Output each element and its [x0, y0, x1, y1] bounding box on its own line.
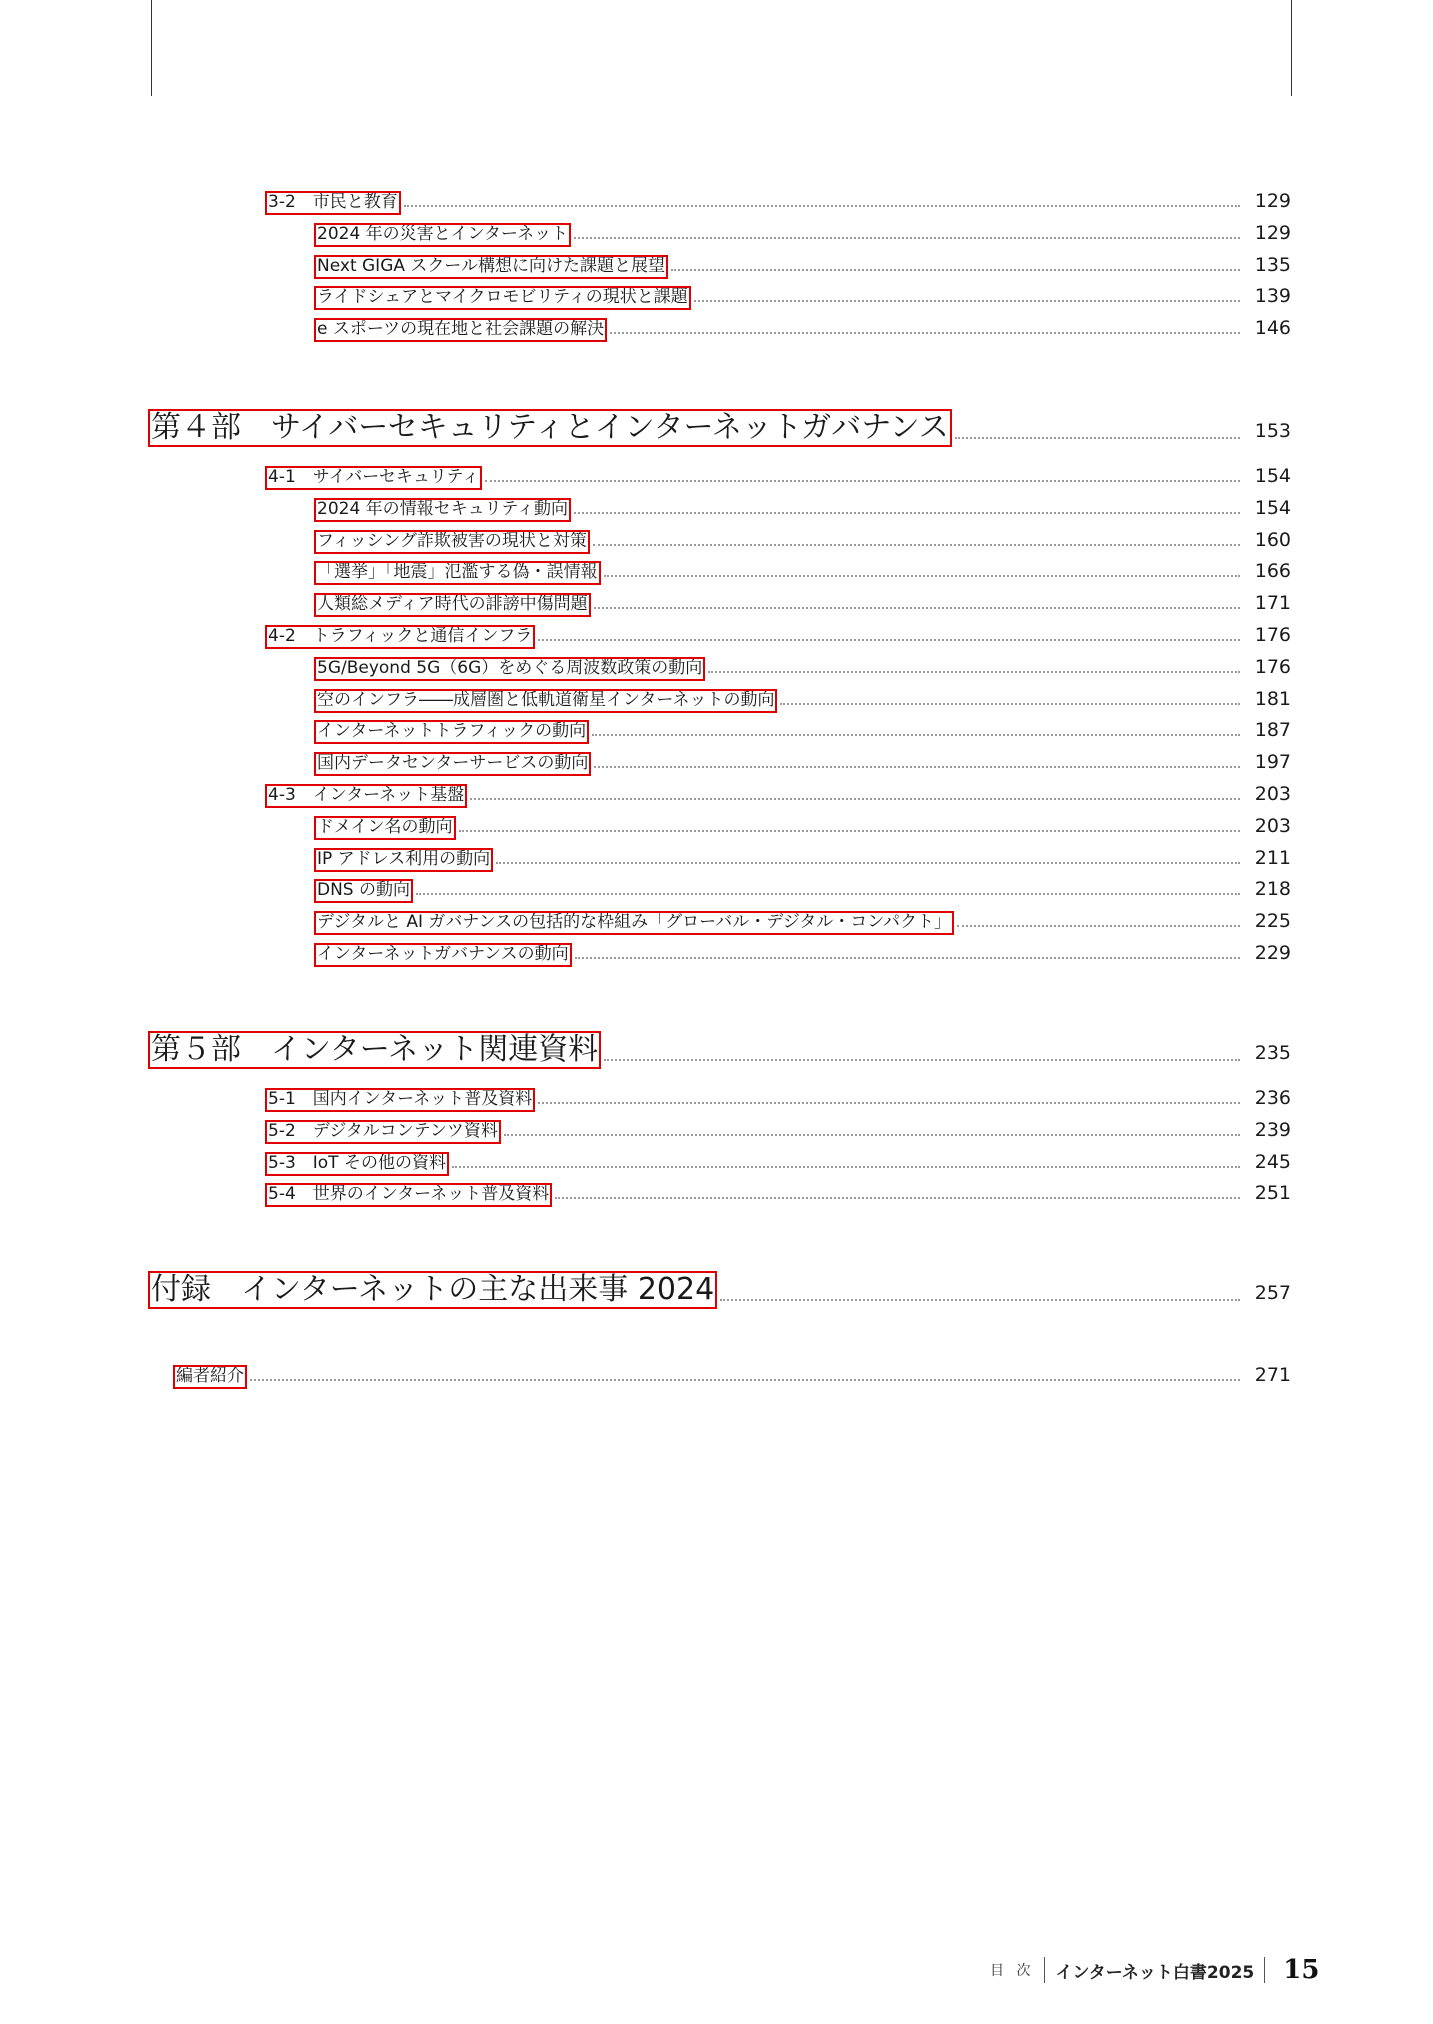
toc-page-number: 176	[1254, 624, 1291, 646]
toc-part-heading[interactable]	[0, 1034, 1433, 1066]
toc-page-number: 197	[1254, 751, 1291, 773]
toc-item-entry[interactable]	[0, 721, 1433, 741]
dot-leader	[957, 925, 1240, 927]
dot-leader	[555, 1197, 1240, 1199]
dot-leader	[593, 544, 1240, 546]
toc-entry-title: 4-1 サイバーセキュリティ	[268, 467, 480, 488]
toc-page-number: 135	[1254, 254, 1291, 276]
toc-entry-title: DNS の動向	[317, 880, 411, 901]
toc-page-number: 235	[1254, 1041, 1291, 1064]
toc-page-number: 139	[1254, 285, 1291, 307]
toc-entry-title: ライドシェアとマイクロモビリティの現状と課題	[317, 287, 688, 308]
toc-section-entry[interactable]	[0, 626, 1433, 646]
toc-page-number: 218	[1254, 878, 1291, 900]
toc-item-entry[interactable]	[0, 912, 1433, 932]
toc-entry-title: 5-2 デジタルコンテンツ資料	[268, 1121, 498, 1142]
dot-leader	[538, 1102, 1240, 1104]
dot-leader	[610, 332, 1240, 334]
toc-item-entry[interactable]	[0, 531, 1433, 551]
toc-page-number: 203	[1254, 783, 1291, 805]
toc-entry-title: IP アドレス利用の動向	[317, 849, 491, 870]
toc-section-entry[interactable]	[0, 1153, 1433, 1173]
toc-entry-title: 空のインフラ――成層圏と低軌道衛星インターネットの動向	[317, 690, 775, 711]
toc-entry-title: Next GIGA スクール構想に向けた課題と展望	[317, 256, 666, 277]
toc-section-entry[interactable]	[0, 192, 1433, 212]
toc-page-number: 203	[1254, 815, 1291, 837]
toc-item-entry[interactable]	[0, 499, 1433, 519]
toc-page-number: 154	[1254, 497, 1291, 519]
toc-page-number: 160	[1254, 529, 1291, 551]
crop-mark-right	[1291, 0, 1292, 96]
toc-entry-title: ドメイン名の動向	[317, 817, 453, 838]
toc-item-entry[interactable]	[0, 224, 1433, 244]
dot-leader	[592, 734, 1240, 736]
dot-leader	[594, 607, 1240, 609]
toc-item-entry[interactable]	[0, 849, 1433, 869]
toc-item-entry[interactable]	[0, 658, 1433, 678]
toc-editor-entry[interactable]	[0, 1366, 1433, 1386]
toc-entry-title: 第５部 インターネット関連資料	[151, 1032, 599, 1067]
footer-page-number: 15	[1283, 1955, 1320, 1985]
toc-section-entry[interactable]	[0, 467, 1433, 487]
toc-entry-title: 5G/Beyond 5G（6G）をめぐる周波数政策の動向	[317, 658, 703, 679]
toc-section-entry[interactable]	[0, 1121, 1433, 1141]
dot-leader	[955, 437, 1240, 439]
toc-page-number: 239	[1254, 1119, 1291, 1141]
dot-leader	[694, 300, 1240, 302]
toc-page-number: 211	[1254, 847, 1291, 869]
toc-item-entry[interactable]	[0, 880, 1433, 900]
dot-leader	[459, 830, 1241, 832]
dot-leader	[575, 957, 1240, 959]
toc-page-number: 271	[1254, 1364, 1291, 1386]
toc-page-number: 245	[1254, 1151, 1291, 1173]
toc-page-number: 129	[1254, 222, 1291, 244]
toc-section-entry[interactable]	[0, 1184, 1433, 1204]
dot-leader	[496, 862, 1240, 864]
toc-page-number: 166	[1254, 560, 1291, 582]
toc-entry-title: 5-1 国内インターネット普及資料	[268, 1089, 533, 1110]
toc-part-heading[interactable]	[0, 412, 1433, 444]
toc-entry-title: 人類総メディア時代の誹謗中傷問題	[317, 594, 588, 615]
toc-page-number: 153	[1254, 419, 1291, 442]
dot-leader	[538, 639, 1240, 641]
toc-entry-title: 国内データセンターサービスの動向	[317, 753, 589, 774]
toc-page-number: 181	[1254, 688, 1291, 710]
toc-entry-title: 5-3 IoT その他の資料	[268, 1153, 446, 1174]
footer-divider	[1264, 1957, 1265, 1983]
dot-leader	[574, 237, 1240, 239]
toc-entry-title: 5-4 世界のインターネット普及資料	[268, 1184, 550, 1205]
dot-leader	[671, 269, 1240, 271]
dot-leader	[485, 480, 1240, 482]
dot-leader	[574, 512, 1240, 514]
toc-entry-title: インターネットトラフィックの動向	[317, 721, 587, 742]
toc-page-number: 229	[1254, 942, 1291, 964]
toc-entry-title: 4-2 トラフィックと通信インフラ	[268, 626, 533, 647]
toc-page-number: 225	[1254, 910, 1291, 932]
toc-page-number: 251	[1254, 1182, 1291, 1204]
toc-item-entry[interactable]	[0, 944, 1433, 964]
dot-leader	[250, 1379, 1240, 1381]
toc-entry-title: 第４部 サイバーセキュリティとインターネットガバナンス	[151, 410, 949, 445]
dot-leader	[720, 1299, 1240, 1301]
toc-entry-title: フィッシング詐欺被害の現状と対策	[317, 531, 587, 552]
toc-entry-title: インターネットガバナンスの動向	[317, 944, 569, 965]
toc-entry-title: デジタルと AI ガバナンスの包括的な枠組み「グローバル・デジタル・コンパクト」	[317, 912, 952, 933]
toc-item-entry[interactable]	[0, 562, 1433, 582]
toc-page-number: 171	[1254, 592, 1291, 614]
toc-item-entry[interactable]	[0, 287, 1433, 307]
toc-page-number: 154	[1254, 465, 1291, 487]
dot-leader	[470, 798, 1240, 800]
dot-leader	[404, 205, 1240, 207]
crop-mark-left	[151, 0, 152, 96]
toc-entry-title: 「選挙」「地震」氾濫する偽・誤情報	[317, 562, 598, 583]
toc-page-number: 257	[1254, 1281, 1291, 1304]
toc-page-number: 146	[1254, 317, 1291, 339]
footer-divider	[1044, 1957, 1045, 1983]
toc-page-number: 236	[1254, 1087, 1291, 1109]
footer-book-title: インターネット白書2025	[1055, 1962, 1255, 1983]
toc-entry-title: 3-2 市民と教育	[268, 192, 398, 213]
toc-page-number: 129	[1254, 190, 1291, 212]
toc-page-number: 176	[1254, 656, 1291, 678]
dot-leader	[780, 703, 1240, 705]
toc-entry-title: 2024 年の情報セキュリティ動向	[317, 499, 568, 520]
toc-item-entry[interactable]	[0, 817, 1433, 837]
dot-leader	[708, 671, 1240, 673]
footer-section-label: 目 次	[990, 1963, 1035, 1979]
toc-item-entry[interactable]	[0, 690, 1433, 710]
toc-page-number: 187	[1254, 719, 1291, 741]
toc-item-entry[interactable]	[0, 594, 1433, 614]
toc-entry-title: 編者紹介	[176, 1366, 244, 1387]
toc-entry-title: e スポーツの現在地と社会課題の解決	[317, 319, 605, 340]
page-footer	[990, 1952, 1319, 1988]
dot-leader	[604, 1059, 1240, 1061]
toc-part-heading[interactable]	[0, 1274, 1433, 1306]
toc-entry-title: 付録 インターネットの主な出来事 2024	[151, 1272, 715, 1307]
dot-leader	[416, 893, 1240, 895]
toc-item-entry[interactable]	[0, 753, 1433, 773]
dot-leader	[504, 1134, 1240, 1136]
toc-entry-title: 4-3 インターネット基盤	[268, 785, 465, 806]
dot-leader	[452, 1166, 1240, 1168]
dot-leader	[594, 766, 1240, 768]
toc-section-entry[interactable]	[0, 1089, 1433, 1109]
toc-section-entry[interactable]	[0, 785, 1433, 805]
dot-leader	[604, 575, 1241, 577]
toc-entry-title: 2024 年の災害とインターネット	[317, 224, 569, 245]
toc-item-entry[interactable]	[0, 319, 1433, 339]
toc-item-entry[interactable]	[0, 256, 1433, 276]
